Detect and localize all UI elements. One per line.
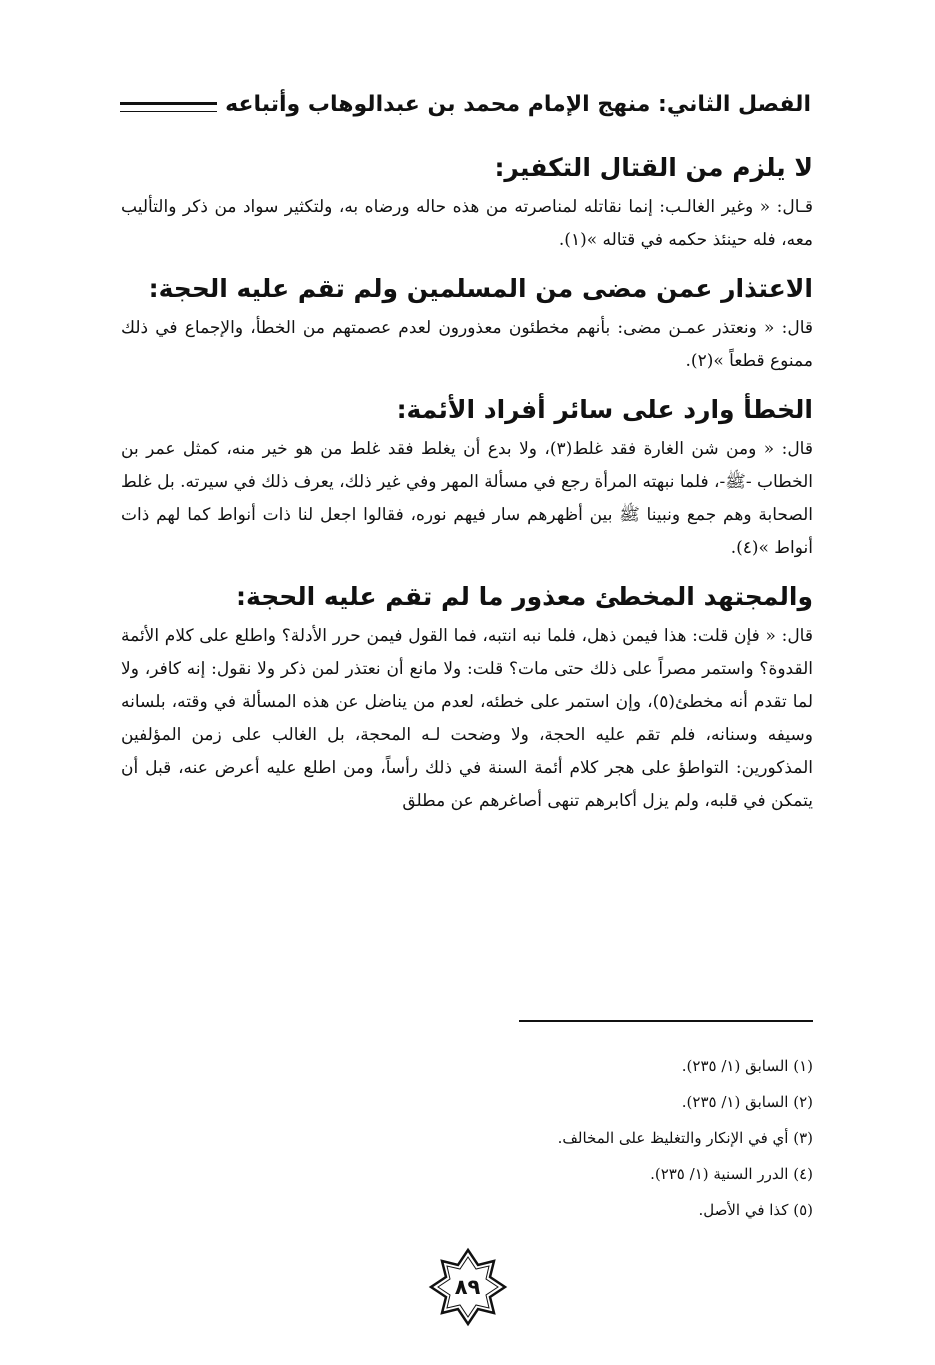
footnote: (٣) أي في الإنكار والتغليظ على المخالف. [557,1129,813,1147]
footnote: (٢) السابق (١/ ٢٣٥). [681,1093,813,1111]
section-heading: الخطأ وارد على سائر أفراد الأئمة: [396,395,813,424]
main-text [121,150,813,832]
page-number-badge [428,1247,508,1327]
section [121,271,813,378]
footnote: (٥) كذا في الأصل. [698,1201,813,1219]
page-number: ٨٩ [454,1275,481,1299]
section-heading: والمجتهد المخطئ معذور ما لم تقم عليه الحجة: [236,582,813,611]
section-paragraph: قال: « فإن قلت: هذا فيمن ذهل، فلما نبه انتبه، فما القول فيمن حرر الأدلة؟ واطلع على كلام الأئمة القدوة؟ واستمر مصراً على ذلك حتى مات؟ قلت: ولا مانع أن نعتذر لمن ذكر ولا نقول: إنه كافر، ولا لما تقدم أنه مخطئ(٥)، وإن استمر على خطئه، لعدم من يناضل عن هذه المسألة في وقته، بلسانه وسيفه وسنانه، فلم تقم عليه الحجة، ولا وضحت لـه المحجة، بل الغالب على زمن المؤلفين المذكورين: التواطؤ على هجر كلام أئمة السنة في ذلك رأساً، ومن اطلع عليه أعرض عنه، قبل أن يتمكن في قلبه، ولم يزل أكابرهم تنهى أصاغرهم عن مطلق [121,626,813,811]
section-heading: لا يلزم من القتال التكفير: [494,153,813,182]
footnote: (١) السابق (١/ ٢٣٥). [681,1057,813,1075]
section-paragraph: قال: « ومن شن الغارة فقد غلط(٣)، ولا بدع أن يغلط فقد غلط من هو خير منه، كمثل عمر بن الخطاب -ﷺ-، فلما نبهته المرأة رجع في مسألة المهر وفي غير ذلك، يعرف ذلك في سيرته. بل غلط الصحابة وهم جمع ونبينا ﷺ بين أظهرهم سار فيهم نوره، فقالوا اجعل لنا ذات أنواط كما لهم ذات أنواط »(٤). [121,439,813,558]
section-heading: الاعتذار عمن مضى من المسلمين ولم تقم عليه الحجة: [148,274,813,303]
footnote-separator [519,1020,813,1022]
footnotes [213,1048,813,1228]
section-paragraph: قـال: « وغير الغالـب: إنما نقاتله لمناصرته من هذه حاله ورضاه به، ولتكثير سواد من ذكر والتأليب معه، فله حينئذ حكمه في قتاله »(١). [121,197,813,250]
header-rule [120,102,217,112]
section [121,150,813,257]
section-paragraph: قال: « ونعتذر عمـن مضى: بأنهم مخطئون معذورون لعدم عصمتهم من الخطأ، والإجماع في ذلك ممنوع قطعاً »(٢). [121,318,813,371]
section [121,579,813,818]
section [121,392,813,565]
header-title: الفصل الثاني: منهج الإمام محمد بن عبدالوهاب وأتباعه [225,92,811,117]
footnote: (٤) الدرر السنية (١/ ٢٣٥). [650,1165,813,1183]
running-header [120,78,811,118]
